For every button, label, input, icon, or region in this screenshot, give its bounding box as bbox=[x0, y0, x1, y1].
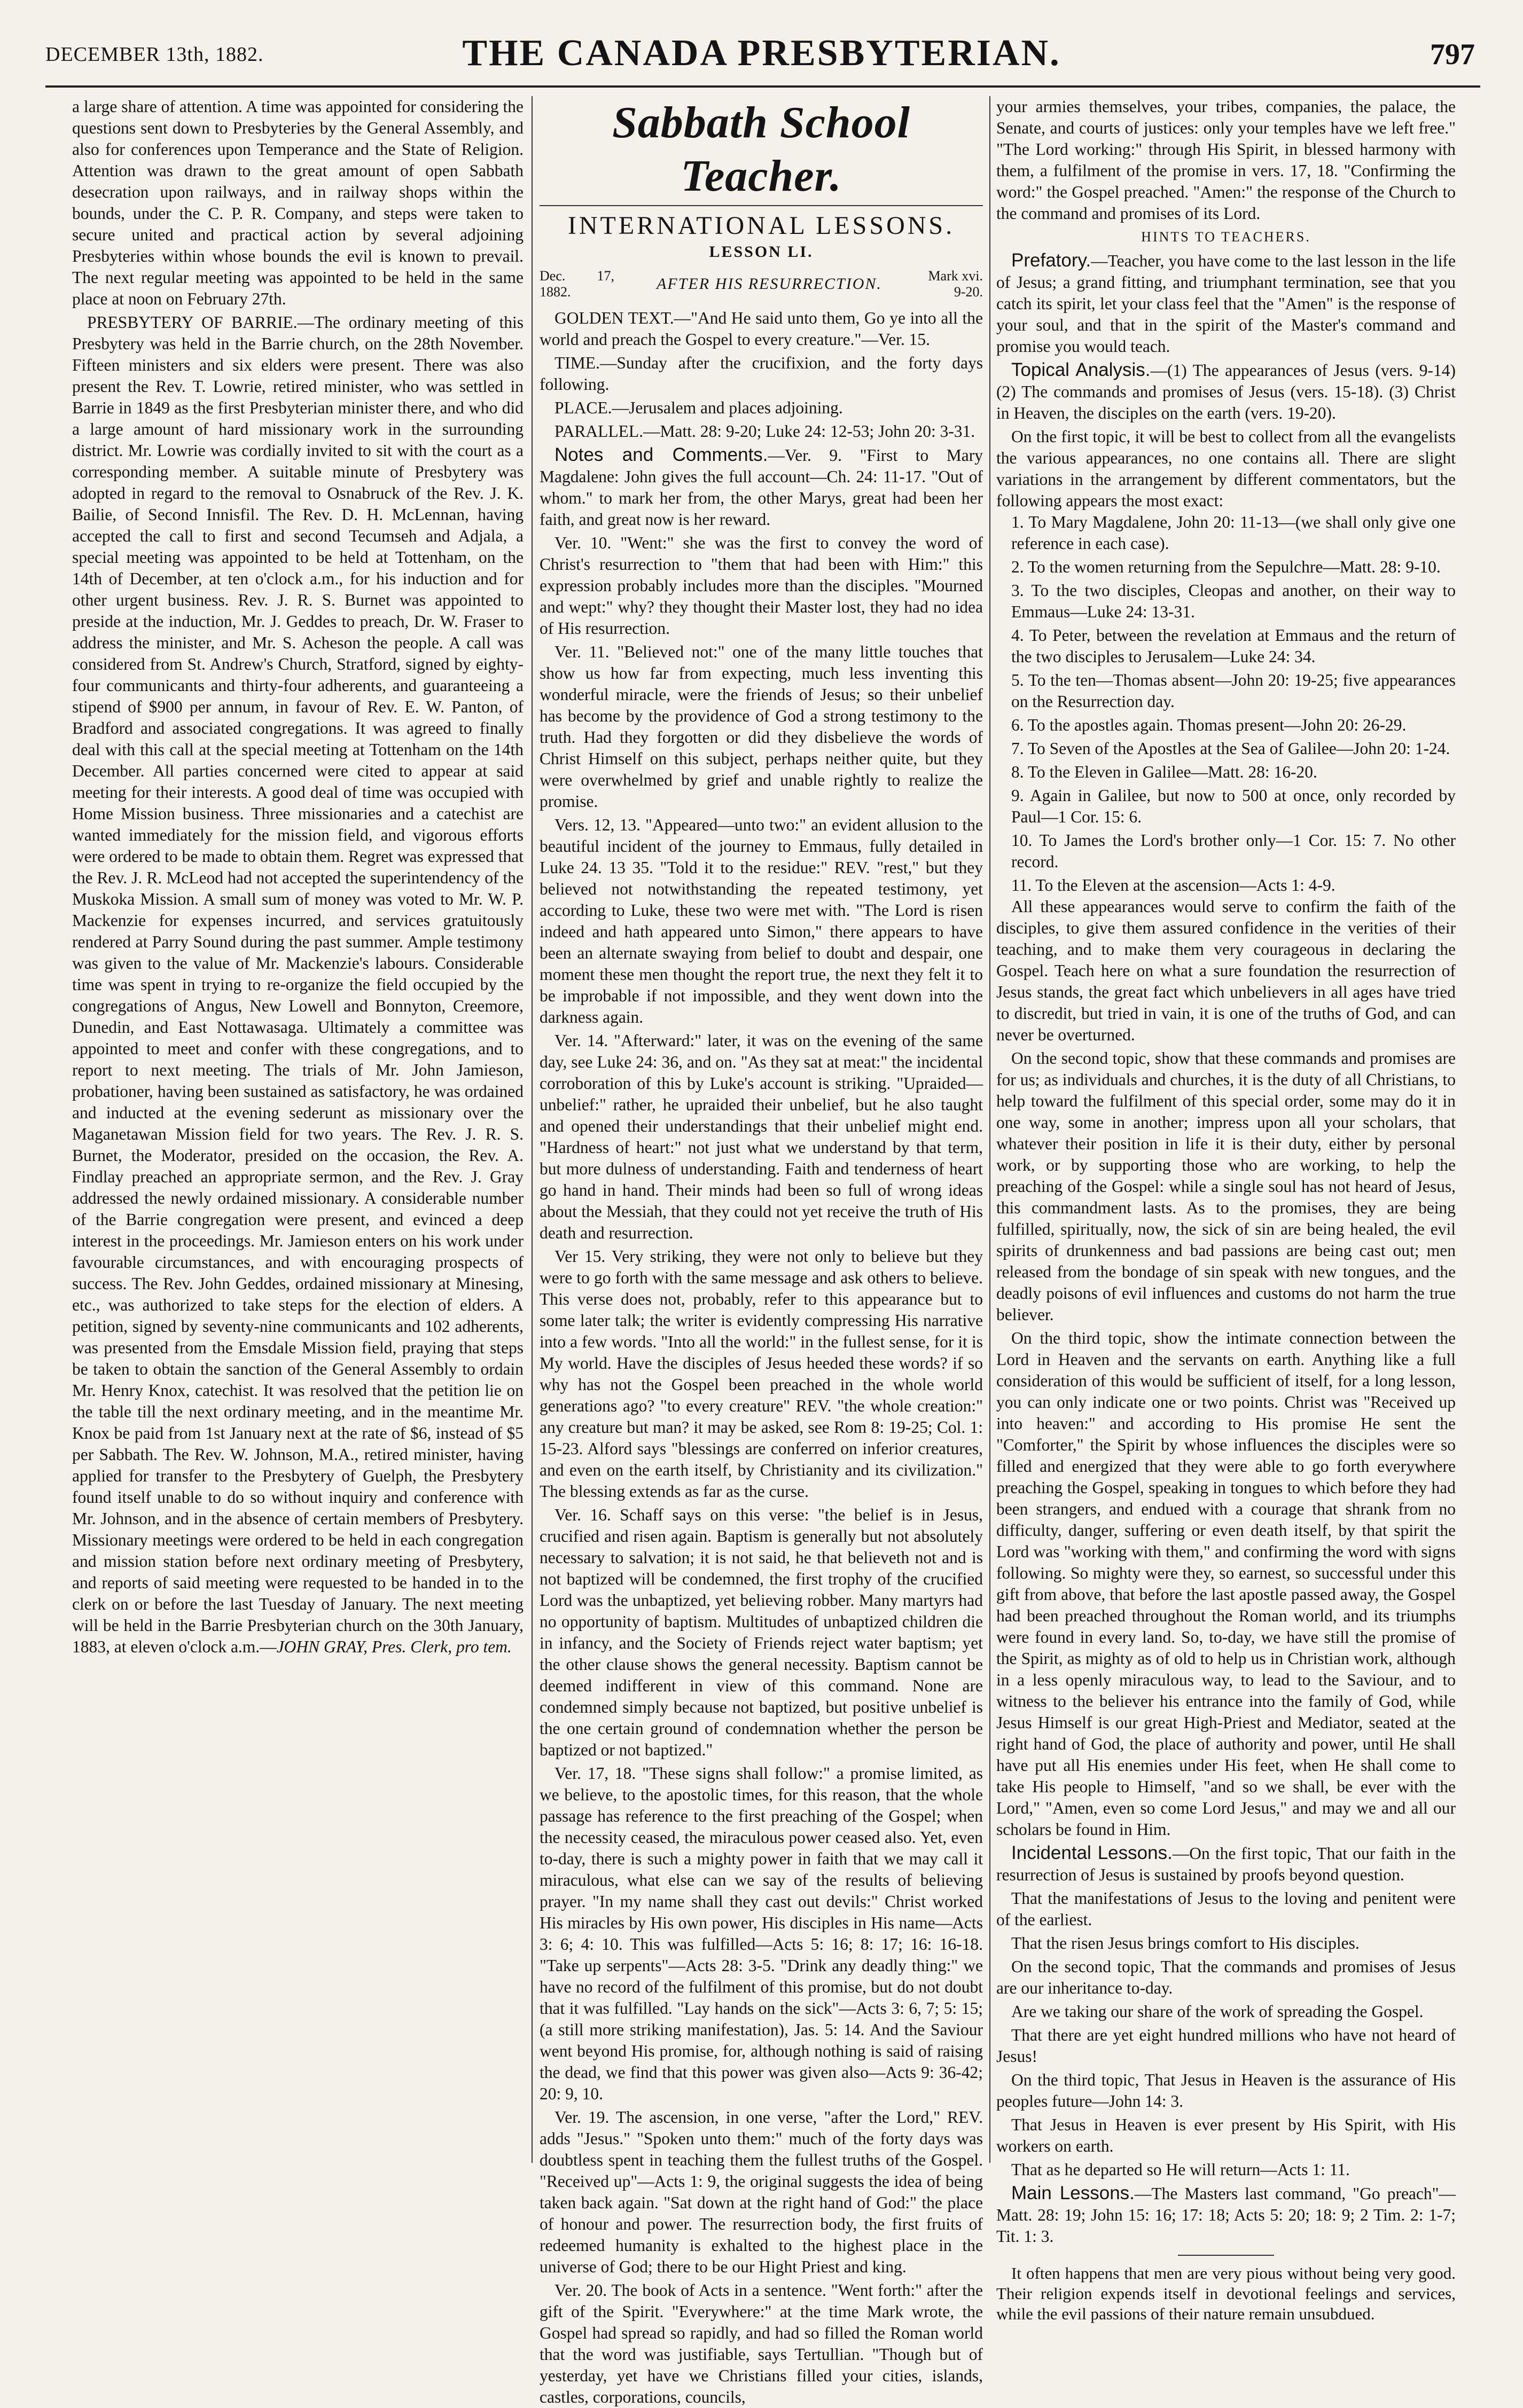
notes-continued: your armies themselves, your tribes, companies, the palace, the Senate, and courts of justices: only your temples have we left free." "The Lord working:" through His Spirit, in blessed harmony with them, a fulfilment of the promise in vers. 17, 18. "Confirming the word:" the Gospel preached. "Amen:" the response of the Church to the command and promises of its Lord. bbox=[996, 97, 1456, 223]
parallel-label: PARALLEL. bbox=[554, 422, 643, 441]
incidental-label: Incidental Lessons. bbox=[1011, 1842, 1173, 1863]
time-line bbox=[540, 352, 983, 395]
topical-body: —(1) The appearances of Jesus (vers. 9-14) (2) The commands and promises of Jesus (vers. 15-18). (3) Christ in Heaven, the disciples on the earth (vers. 19-20). bbox=[996, 361, 1456, 422]
list-item: 9. Again in Galilee, but now to 500 at once, only recorded by Paul—1 Cor. 15: 6. bbox=[1011, 786, 1456, 826]
parallel-body: —Matt. 28: 9-20; Luke 24: 12-53; John 20: 3-31. bbox=[643, 422, 975, 441]
parallel-line bbox=[540, 421, 983, 442]
notes-verse-12: Vers. 12, 13. "Appeared—unto two:" an evident allusion to the beautiful incident of the journey to Emmaus, fully detailed in Luke 24. 13 35. "Told it to the residue:" REV. "rest," but they believed not notwithstanding the repeated testimony, yet according to Luke, these two were met with. "The Lord is risen indeed and hath appeared unto Simon," there appears to have been an alternate swaying from belief to doubt and despair, one moment these men thought the report true, the next they felt it to be improbable if not impossible, and they went down into the darkness again. bbox=[540, 815, 983, 1026]
notes-verse-10: Ver. 10. "Went:" she was the first to convey the word of Christ's resurrection to "them that had been with Him:" this expression probably includes more than the disciples. "Mourned and wept:" why? they thought their Master lost, they had no idea of His resurrection. bbox=[540, 534, 983, 638]
incidental-item: That the manifestations of Jesus to the loving and penitent were of the earliest. bbox=[996, 1889, 1456, 1929]
incidental-body: —On the first topic, That our faith in the resurrection of Jesus is sustained by proofs beyond question. bbox=[996, 1844, 1456, 1884]
notes-verse-11: Ver. 11. "Believed not:" one of the many little touches that show us how far from expecting, much less inventing this wonderful miracle, were the friends of Jesus; so their unbelief has become by the providence of God a strong testimony to the truth. Had they forgotten or did they disbelieve the words of Christ Himself on this subject, perhaps neither quite, but they were overwhelmed by grief and unable rightly to realize the promise. bbox=[540, 642, 983, 811]
list-item: 8. To the Eleven in Galilee—Matt. 28: 16-20. bbox=[1011, 763, 1317, 781]
notes-verse-14: Ver. 14. "Afterward:" later, it was on the evening of the same day, see Luke 24: 36, and on. "As they sat at meat:" the incidental corroboration of this by Luke's account is striking. "Upraided—unbelief:" rather, he upraided their unbelief, but he also taught and opened their understandings that their unbelief might end. "Hardness of heart:" not just what we understand by that term, but more dulness of understanding. Faith and tenderness of heart go hand in hand. Their minds had been so full of wrong ideas about the Messiah, that they could not yet receive the truth of His death and resurrection. bbox=[540, 1031, 983, 1242]
column-divider bbox=[532, 96, 533, 2163]
lesson-number: LESSON LI. bbox=[709, 243, 814, 261]
notes-verse-19: Ver. 19. The ascension, in one verse, "after the Lord," REV. adds "Jesus." "Spoken unto them:" much of the forty days was doubtless spent in teaching them the fullest truths of the Gospel. "Received up"—Acts 1: 9, the original suggests the idea of being taken back again. "Sat down at the right hand of God:" the place of honour and power. The resurrection body, the first fruits of redeemed humanity is exhalted to the highest place in the universe of God; there to be our Hight Priest and king. bbox=[540, 2108, 983, 2276]
prefatory-body: —Teacher, you have come to the last lesson in the life of Jesus; a grand fitting, and triumphant termination, see that you catch its spirit, let your class feel that the "Amen" is the response of your soul, and that in the spirit of the Master's command and promise you would teach. bbox=[996, 252, 1456, 356]
report-text: —The ordinary meeting of this Presbytery was held in the Barrie church, on the 28th November. Fifteen ministers and six elders were present. There was also present the Rev. T. Lowrie, retired minister, who was settled in Barrie in 1849 as the first Presbyterian minister there, and who did a large amount of hard missionary work in the surrounding district. Mr. Lowrie was cordially invited to sit with the court as a corresponding member. A suitable minute of Presbytery was adopted in regard to the removal to Osnabruck of the Rev. J. K. Bailie, of Second Innisfil. The Rev. D. H. McLennan, having accepted the call to first and second Tecumseh and Adjala, a special meeting was appointed to be held at Tottenham, on the 14th of December, at ten o'clock a.m., for his induction and for other urgent business. Rev. J. R. S. Burnet was appointed to preside at the induction, Mr. J. Geddes to preach, Dr. W. Fraser to address the minister, and Mr. S. Acheson the people. A call was considered from St. Andrew's Church, Stratford, signed by eighty-four communicants and thirty-four adherents, and guaranteeing a stipend of $900 per annum, in favour of Rev. E. W. Panton, of Bradford and associated congregations. It was agreed to finally deal with this call at the special meeting at Tottenham on the 14th December. All parties concerned were cited to appear at said meeting for their interests. A good deal of time was occupied with Home Mission business. Three missionaries and a catechist are wanted immediately for the mission field, and vigorous efforts were ordered to be made to obtain them. Regret was expressed that the Rev. J. R. McLeod had not accepted the superintendency of the Muskoka Mission. A small sum of money was voted to Mr. W. P. Mackenzie for expenses incurred, and services gratuitously rendered at Parry Sound during the past summer. Ample testimony was given to the value of Mr. Mackenzie's labours. Considerable time was spent in trying to re-organize the field occupied by the congregations of Angus, New Lowell and Bonnyton, Creemore, Dunedin, and East Nottawasaga. Ultimately a committee was appointed to meet and confer with these congregations, and to report to next meeting. The trials of Mr. John Jamieson, probationer, having been sustained as satisfactory, he was ordained and inducted at the evening sederunt as missionary over the Maganetawan Mission field for two years. The Rev. J. R. S. Burnet, the Moderator, presided on the occasion, the Rev. A. Findlay preached an appropriate sermon, and the Rev. J. Gray addressed the newly ordained missionary. A considerable number of the Barrie congregation were present, and evinced a deep interest in the proceedings. Mr. Jamieson enters on his work under favourable circumstances, and with encouraging prospects of success. The Rev. John Geddes, ordained missionary at Minesing, etc., was authorized to take steps for the election of elders. A petition, signed by seventy-nine communicants and 102 adherents, was presented from the Emsdale Mission field, praying that steps be taken to obtain the sanction of the General Assembly to ordain Mr. Henry Knox, catechist. It was resolved that the petition lie on the table till the next ordinary meeting, and in the meantime Mr. Knox be paid from 1st January next at the rate of $6, instead of $5 per Sabbath. The Rev. W. Johnson, M.A., retired minister, having applied for transfer to the Presbytery of Guelph, the Presbytery found itself unable to do so without inquiry and conference with Mr. Johnson, and in the absence of certain members of Presbytery. Missionary meetings were ordered to be held in each congregation and mission station before next ordinary meeting of Presbytery, and reports of said meeting were requested to be handed in to the clerk on or before the last Tuesday of January. The next meeting will be held in the Barrie Presbyterian church on the 30th January, 1883, at eleven o'clock a.m.— bbox=[72, 313, 524, 1656]
lesson-title-row bbox=[540, 268, 983, 300]
list-item: 11. To the Eleven at the ascension—Acts 1: 4-9. bbox=[1011, 876, 1335, 895]
masthead-title: THE CANADA PRESBYTERIAN. bbox=[462, 33, 1061, 74]
incidental-lessons bbox=[996, 1842, 1456, 1886]
page-header bbox=[0, 0, 1523, 80]
column-left bbox=[72, 96, 524, 2168]
golden-label: GOLDEN TEXT. bbox=[554, 309, 674, 327]
golden-text bbox=[540, 308, 983, 350]
third-topic: On the third topic, show the intimate connection between the Lord in Heaven and the servants on earth. Anything like a full consideration of this would be sufficient of itself, for a long lesson, you can only indicate one or two points. Christ was "Received up into heaven:" and according to His promise He sent the "Comforter," the Spirit by whose influences the disciples were so filled and energized that they were able to go forth everywhere preaching the Gospel, speaking in tongues to which before they had been strangers, and endued with a courage that shrank from no difficulty, danger, suffering or even death itself, by that spirit the Lord was "working with them," and confirming the word with signs following. So mighty were they, so earnest, so successful under this gift from above, that before the last apostle passed away, the Gospel had been preached throughout the Roman world, and its triumphs were found in every land. So, to-day, we have still the promise of the Spirit, as mighty as of old to help us in Christian work, although in a less openly miraculous way, to lead to the Saviour, and to witness to the believer his entrance into the family of God, while Jesus Himself is our great High-Priest and Mediator, seated at the right hand of God, the place of authority and power, until He shall have put all His enemies under His feet, when He shall come to take His people to Himself, "and so we shall, be ever with the Lord," "Amen, even so come Lord Jesus," and may we and all our scholars be found in Him. bbox=[996, 1329, 1456, 1839]
list-item: 7. To Seven of the Apostles at the Sea of Galilee—John 20: 1-24. bbox=[1011, 739, 1450, 758]
page-number: 797 bbox=[1430, 38, 1475, 71]
notes-verse-15: Ver 15. Very striking, they were not only to believe but they were to go forth with the same message and ask others to believe. This verse does not, probably, refer to this appearance but to some later talk; the writer is evidently compressing His narrative into a few words. "Into all the world:" in the fullest sense, for it is My world. Have the disciples of Jesus heeded these words? if so why has not the Gospel been preached in the whole world generations ago? "to every creature" REV. "the whole creation:" any creature but man? it may be asked, see Rom 8: 19-25; Col. 1: 15-23. Alford says "blessings are conferred on inferior creatures, and even on the earth itself, by Christianity and its civilization." The blessing extends as far as the curse. bbox=[540, 1247, 983, 1501]
time-body: —Sunday after the crucifixion, and the forty days following. bbox=[540, 354, 983, 394]
lesson-title: AFTER HIS RESURRECTION. bbox=[657, 275, 882, 293]
notes-heading: Notes and Comments. bbox=[554, 444, 768, 465]
section-subtitle: INTERNATIONAL LESSONS. bbox=[567, 211, 955, 240]
list-item: 6. To the apostles again. Thomas present—John 20: 26-29. bbox=[1011, 716, 1407, 734]
prefatory bbox=[996, 250, 1456, 357]
notes-body: —Ver. 9. "First to Mary Magdalene: John gives the full account—Ch. 24: 11-17. "Out of whom." to mark her from, the other Marys, great had been her faith, and great now is her reward. bbox=[540, 446, 983, 529]
scripture-reference: Mark xvi. 9-20. bbox=[928, 268, 983, 300]
list-item: 10. To James the Lord's brother only—1 Cor. 15: 7. No other record. bbox=[1011, 831, 1456, 871]
appearances-list bbox=[996, 512, 1456, 896]
after-list: All these appearances would serve to confirm the faith of the disciples, to give them assured confidence in the verities of their teaching, and to make them very courageous in declaring the Gospel. Teach here on what a sure foundation the resurrection of Jesus stands, the great fact which unbelievers in all ages have tried to discredit, but tried in vain, it is one of the truths of God, and can never be overturned. bbox=[996, 897, 1456, 1044]
paragraph: a large share of attention. A time was appointed for considering the questions sent down to Presbyteries by the General Assembly, and also for conferences upon Temperance and the State of Religion. Attention was drawn to the great amount of open Sabbath desecration upon railways, and in railway shops within the bounds, under the C. P. R. Company, and steps were taken to secure united and practical action by several adjoining Presbyteries within whose bounds the evil is known to prevail. The next regular meeting was appointed to be held in the same place at noon on February 27th. bbox=[72, 97, 524, 308]
first-topic: On the first topic, it will be best to collect from all the evangelists the various appearances, no one contains all. There are slight variations in the arrangement by different commentators, but the following appears the most exact: bbox=[996, 427, 1456, 510]
list-item: 4. To Peter, between the revelation at Emmaus and the return of the two disciples to Jerusalem—Luke 24: 34. bbox=[1011, 626, 1456, 666]
signature: JOHN GRAY, Pres. Clerk, pro tem. bbox=[276, 1637, 512, 1656]
incidental-item: That as he departed so He will return—Acts 1: 11. bbox=[1011, 2160, 1350, 2179]
incidental-item: That Jesus in Heaven is ever present by His Spirit, with His workers on earth. bbox=[996, 2115, 1456, 2155]
paragraph bbox=[72, 312, 524, 1658]
main-lessons bbox=[996, 2183, 1456, 2247]
column-middle bbox=[540, 96, 983, 2406]
incidental-item: Are we taking our share of the work of spreading the Gospel. bbox=[1011, 2002, 1424, 2021]
incidental-item: On the second topic, That the commands and promises of Jesus are our inheritance to-day. bbox=[996, 1957, 1456, 1997]
prefatory-label: Prefatory. bbox=[1011, 250, 1091, 271]
notes-verse-9 bbox=[540, 444, 983, 530]
incidental-item: On the third topic, That Jesus in Heaven is the assurance of His peoples future—John 14: 3. bbox=[996, 2070, 1456, 2111]
closing-note: It often happens that men are very pious without being very good. Their religion expends itself in devotional feelings and services, while the evil passions of their nature remain unsubdued. bbox=[996, 2264, 1456, 2323]
list-item: 1. To Mary Magdalene, John 20: 11-13—(we shall only give one reference in each case). bbox=[1011, 513, 1456, 553]
report-heading: PRESBYTERY OF BARRIE. bbox=[87, 313, 298, 332]
notes-verse-17: Ver. 17, 18. "These signs shall follow:" a promise limited, as we believe, to the apostolic times, for this reason, that the whole passage has reference to the first preaching of the Gospel; when the necessity ceased, the miraculous power ceased also. Yet, even to-day, there is such a mighty power in faith that we may call it miraculous, what else can we say of the results of believing prayer. "In my name shall they cast out devils:" Christ worked His miracles by His own power, His disciples in His name—Acts 3: 6; 4: 10. This was fulfilled—Acts 5: 16; 8: 17; 16: 16-18. "Take up serpents"—Acts 28: 3-5. "Drink any deadly thing:" we have no record of the fulfilment of this promise, but do not doubt that it was fulfilled. "Lay hands on the sick"—Acts 3: 6, 7; 5: 15; (a still more striking manifestation), Jas. 5: 14. And the Saviour went beyond His promise, for, although nothing is said of raising the dead, we find that this power was given also—Acts 9: 36-42; 20: 9, 10. bbox=[540, 1764, 983, 2103]
list-item: 3. To the two disciples, Cleopas and another, on their way to Emmaus—Luke 24: 13-31. bbox=[1011, 581, 1456, 621]
incidental-item: That the risen Jesus brings comfort to His disciples. bbox=[1011, 1934, 1360, 1952]
header-rule bbox=[45, 85, 1480, 88]
incidental-item: That there are yet eight hundred millions who have not heard of Jesus! bbox=[996, 2026, 1456, 2066]
column-right bbox=[996, 96, 1456, 2323]
notes-verse-16: Ver. 16. Schaff says on this verse: "the belief is in Jesus, crucified and risen again. Baptism is generally but not absolutely necessary to salvation; it is not said, he that believeth not and is not baptized will be condemned, the first trophy of the crucified Lord was the unbaptized, yet believing robber. Many martyrs had no opportunity of baptism. Multitudes of unbaptized children die in infancy, and the Society of Friends reject water baptism; yet the other clause shows the general necessity. Baptism cannot be deemed indifferent in view of this command. None are condemned simply because not baptized, but positive unbelief is the one certain ground of condemnation whether the person be baptized or not baptized." bbox=[540, 1505, 983, 1759]
place-line bbox=[540, 397, 983, 419]
topical-analysis bbox=[996, 359, 1456, 424]
notes-verse-20: Ver. 20. The book of Acts in a sentence. "Went forth:" after the gift of the Spirit. "Everywhere:" at the time Mark wrote, the Gospel had spread so rapidly, and had so filled the Roman world that the word was justifiable, says Tertullian. "Though but of yesterday, yet have we Christians filled your cities, islands, castles, corporations, councils, bbox=[540, 2281, 983, 2406]
column-divider bbox=[989, 96, 990, 2163]
section-divider bbox=[1178, 2255, 1274, 2256]
lesson-date: Dec. 17, 1882. bbox=[540, 268, 614, 300]
section-title: Sabbath School Teacher. bbox=[540, 96, 983, 206]
place-body: —Jerusalem and places adjoining. bbox=[612, 398, 843, 417]
second-topic: On the second topic, show that these commands and promises are for us; as individuals and churches, it is the duty of all Christians, to help toward the fulfilment of this special order, some may do it in one way, some in another; impress upon all your scholars, that whatever their position in life it is their duty, either by personal work, or by supporting those who are working, to help the preaching of the Gospel: while a single soul has not heard of Jesus, this commandment lasts. As to the promises, they are being fulfilled, spiritually, now, the sick of sin are being healed, the evil spirits of drunkenness and bad passions are being cast out; men released from the bondage of sin speak with new tongues, and the deadly poisons of evil influences and customs do not harm the true believer. bbox=[996, 1049, 1456, 1324]
hints-heading: HINTS TO TEACHERS. bbox=[1141, 229, 1311, 245]
topical-label: Topical Analysis. bbox=[1011, 359, 1151, 380]
main-body: —The Masters last command, "Go preach"—Matt. 28: 19; John 15: 16; 17: 18; Acts 5: 20; 18: 9; 2 Tim. 2: 1-7; Tit. 1: 3. bbox=[996, 2184, 1456, 2246]
main-label: Main Lessons. bbox=[1011, 2183, 1135, 2203]
list-item: 5. To the ten—Thomas absent—John 20: 19-25; five appearances on the Resurrection day. bbox=[1011, 671, 1456, 711]
golden-body: —"And He said unto them, Go ye into all the world and preach the Gospel to every creature."—Ver. 15. bbox=[540, 309, 983, 349]
list-item: 2. To the women returning from the Sepulchre—Matt. 28: 9-10. bbox=[1011, 558, 1441, 576]
place-label: PLACE. bbox=[554, 398, 612, 417]
time-label: TIME. bbox=[554, 354, 600, 372]
issue-date: DECEMBER 13th, 1882. bbox=[45, 43, 264, 66]
